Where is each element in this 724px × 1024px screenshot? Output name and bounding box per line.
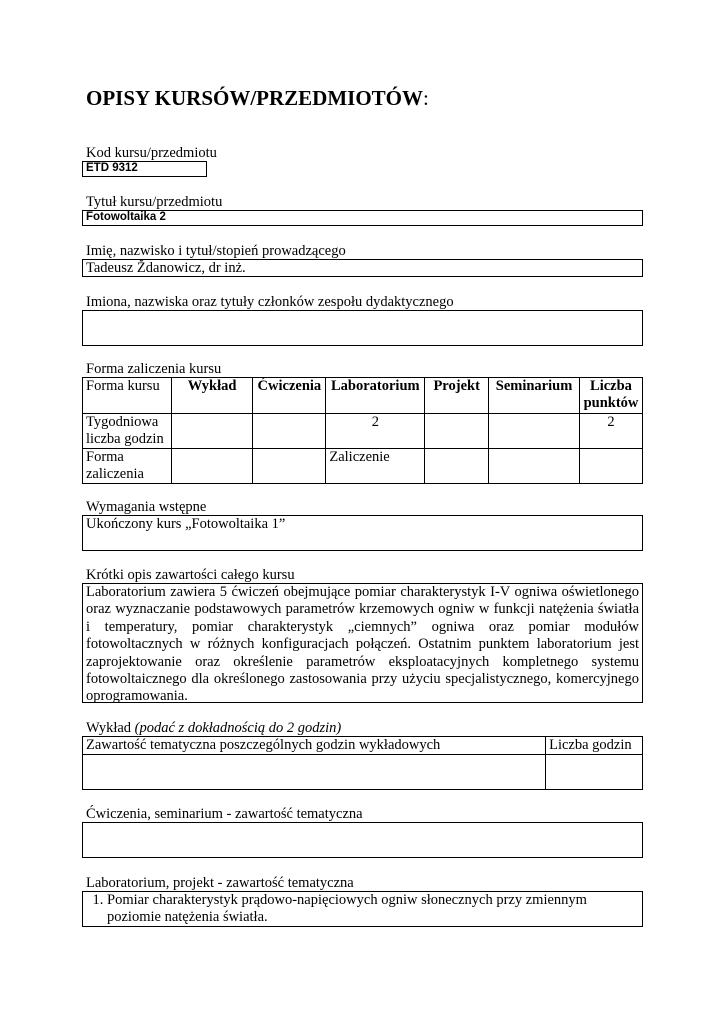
course-title-value: Fotowoltaika 2 xyxy=(86,211,166,223)
header-points: Liczba punktów xyxy=(579,378,642,414)
cell xyxy=(425,449,489,484)
description-field xyxy=(82,583,643,703)
header-course-form: Forma kursu xyxy=(83,378,172,414)
course-title-field xyxy=(82,210,643,226)
description-line: zaprojektowanie oraz określenie parametrów eksploatacyjnych kompletnego systemu xyxy=(86,653,639,670)
lecture-label: Wykład (podać z dokładnością do 2 godzin) xyxy=(86,720,342,736)
cell-lab-hours: 2 xyxy=(326,414,425,449)
course-code-value: ETD 9312 xyxy=(86,162,138,174)
list-item: 1. Pomiar charakterystyk prądowo-napięciowych ogniw słonecznych przy zmiennym poziomie natężenia światła. xyxy=(107,892,642,926)
description-line: Laboratorium zawiera 5 ćwiczeń obejmujące pomiar charakterystyk I-V ogniwa oświetlonego xyxy=(86,584,639,600)
lecture-header-row xyxy=(83,737,643,755)
header-lecture-hours: Liczba godzin xyxy=(546,737,643,755)
team-field xyxy=(82,310,643,346)
course-title-label: Tytuł kursu/przedmiotu xyxy=(86,194,223,210)
table-row xyxy=(83,449,643,484)
table-header-row xyxy=(83,378,643,414)
lecturer-value: Tadeusz Ždanowicz, dr inż. xyxy=(86,260,246,276)
team-label: Imiona, nazwiska oraz tytuły członków zespołu dydaktycznego xyxy=(86,294,454,310)
assessment-table xyxy=(82,377,643,484)
exercises-field xyxy=(82,822,643,858)
header-project: Projekt xyxy=(425,378,489,414)
header-lecture: Wykład xyxy=(171,378,253,414)
row-label-weekly-hours: Tygodniowa liczba godzin xyxy=(83,414,172,449)
description-line: oprogramowania. xyxy=(86,688,188,705)
cell xyxy=(489,449,580,484)
cell-lab-form: Zaliczenie xyxy=(326,449,425,484)
header-seminar: Seminarium xyxy=(489,378,580,414)
lecture-label-note: (podać z dokładnością do 2 godzin) xyxy=(134,720,342,736)
description-text xyxy=(83,584,642,706)
header-lecture-content: Zawartość tematyczna poszczególnych godzin wykładowych xyxy=(83,737,546,755)
table-row xyxy=(83,755,643,790)
header-exercises: Ćwiczenia xyxy=(253,378,326,414)
prerequisites-value: Ukończony kurs „Fotowoltaika 1” xyxy=(86,516,286,532)
description-line: fotowoltacznych w różnych konfiguracjach połączeń. Ostatnim punktem laboratorium jest xyxy=(86,636,639,653)
course-code-label: Kod kursu/przedmiotu xyxy=(86,145,217,161)
lecturer-field xyxy=(82,259,643,277)
lecture-table xyxy=(82,736,643,790)
cell xyxy=(253,414,326,449)
cell xyxy=(171,449,253,484)
laboratory-field xyxy=(82,891,643,927)
cell-points: 2 xyxy=(579,414,642,449)
table-row xyxy=(83,414,643,449)
prerequisites-field xyxy=(82,515,643,551)
prerequisites-label: Wymagania wstępne xyxy=(86,499,207,515)
description-line: fotowoltaicznego dla określonego zastosowania przy użyciu specjalistycznego, komercyjnego xyxy=(86,671,639,688)
exercises-label: Ćwiczenia, seminarium - zawartość tematyczna xyxy=(86,806,363,822)
cell xyxy=(425,414,489,449)
description-line: oraz wyznaczanie podstawowych parametrów krzemowych ogniw w funkcji natężenia światła xyxy=(86,601,639,618)
page-title: OPISY KURSÓW/PRZEDMIOTÓW: xyxy=(86,86,429,110)
cell xyxy=(489,414,580,449)
lecturer-label: Imię, nazwisko i tytuł/stopień prowadzącego xyxy=(86,243,346,259)
row-label-assessment-form: Forma zaliczenia xyxy=(83,449,172,484)
description-line: i temperatury, pomiar charakterystyk „ciemnych” ogniwa oraz pomiar modułów xyxy=(86,618,639,635)
laboratory-label: Laboratorium, projekt - zawartość tematyczna xyxy=(86,875,354,891)
cell xyxy=(171,414,253,449)
cell xyxy=(83,755,546,790)
header-laboratory: Laboratorium xyxy=(326,378,425,414)
cell xyxy=(253,449,326,484)
cell xyxy=(546,755,643,790)
course-code-field xyxy=(82,161,207,177)
cell xyxy=(579,449,642,484)
description-label: Krótki opis zawartości całego kursu xyxy=(86,567,295,583)
laboratory-list xyxy=(83,892,642,926)
assessment-label: Forma zaliczenia kursu xyxy=(86,361,222,377)
